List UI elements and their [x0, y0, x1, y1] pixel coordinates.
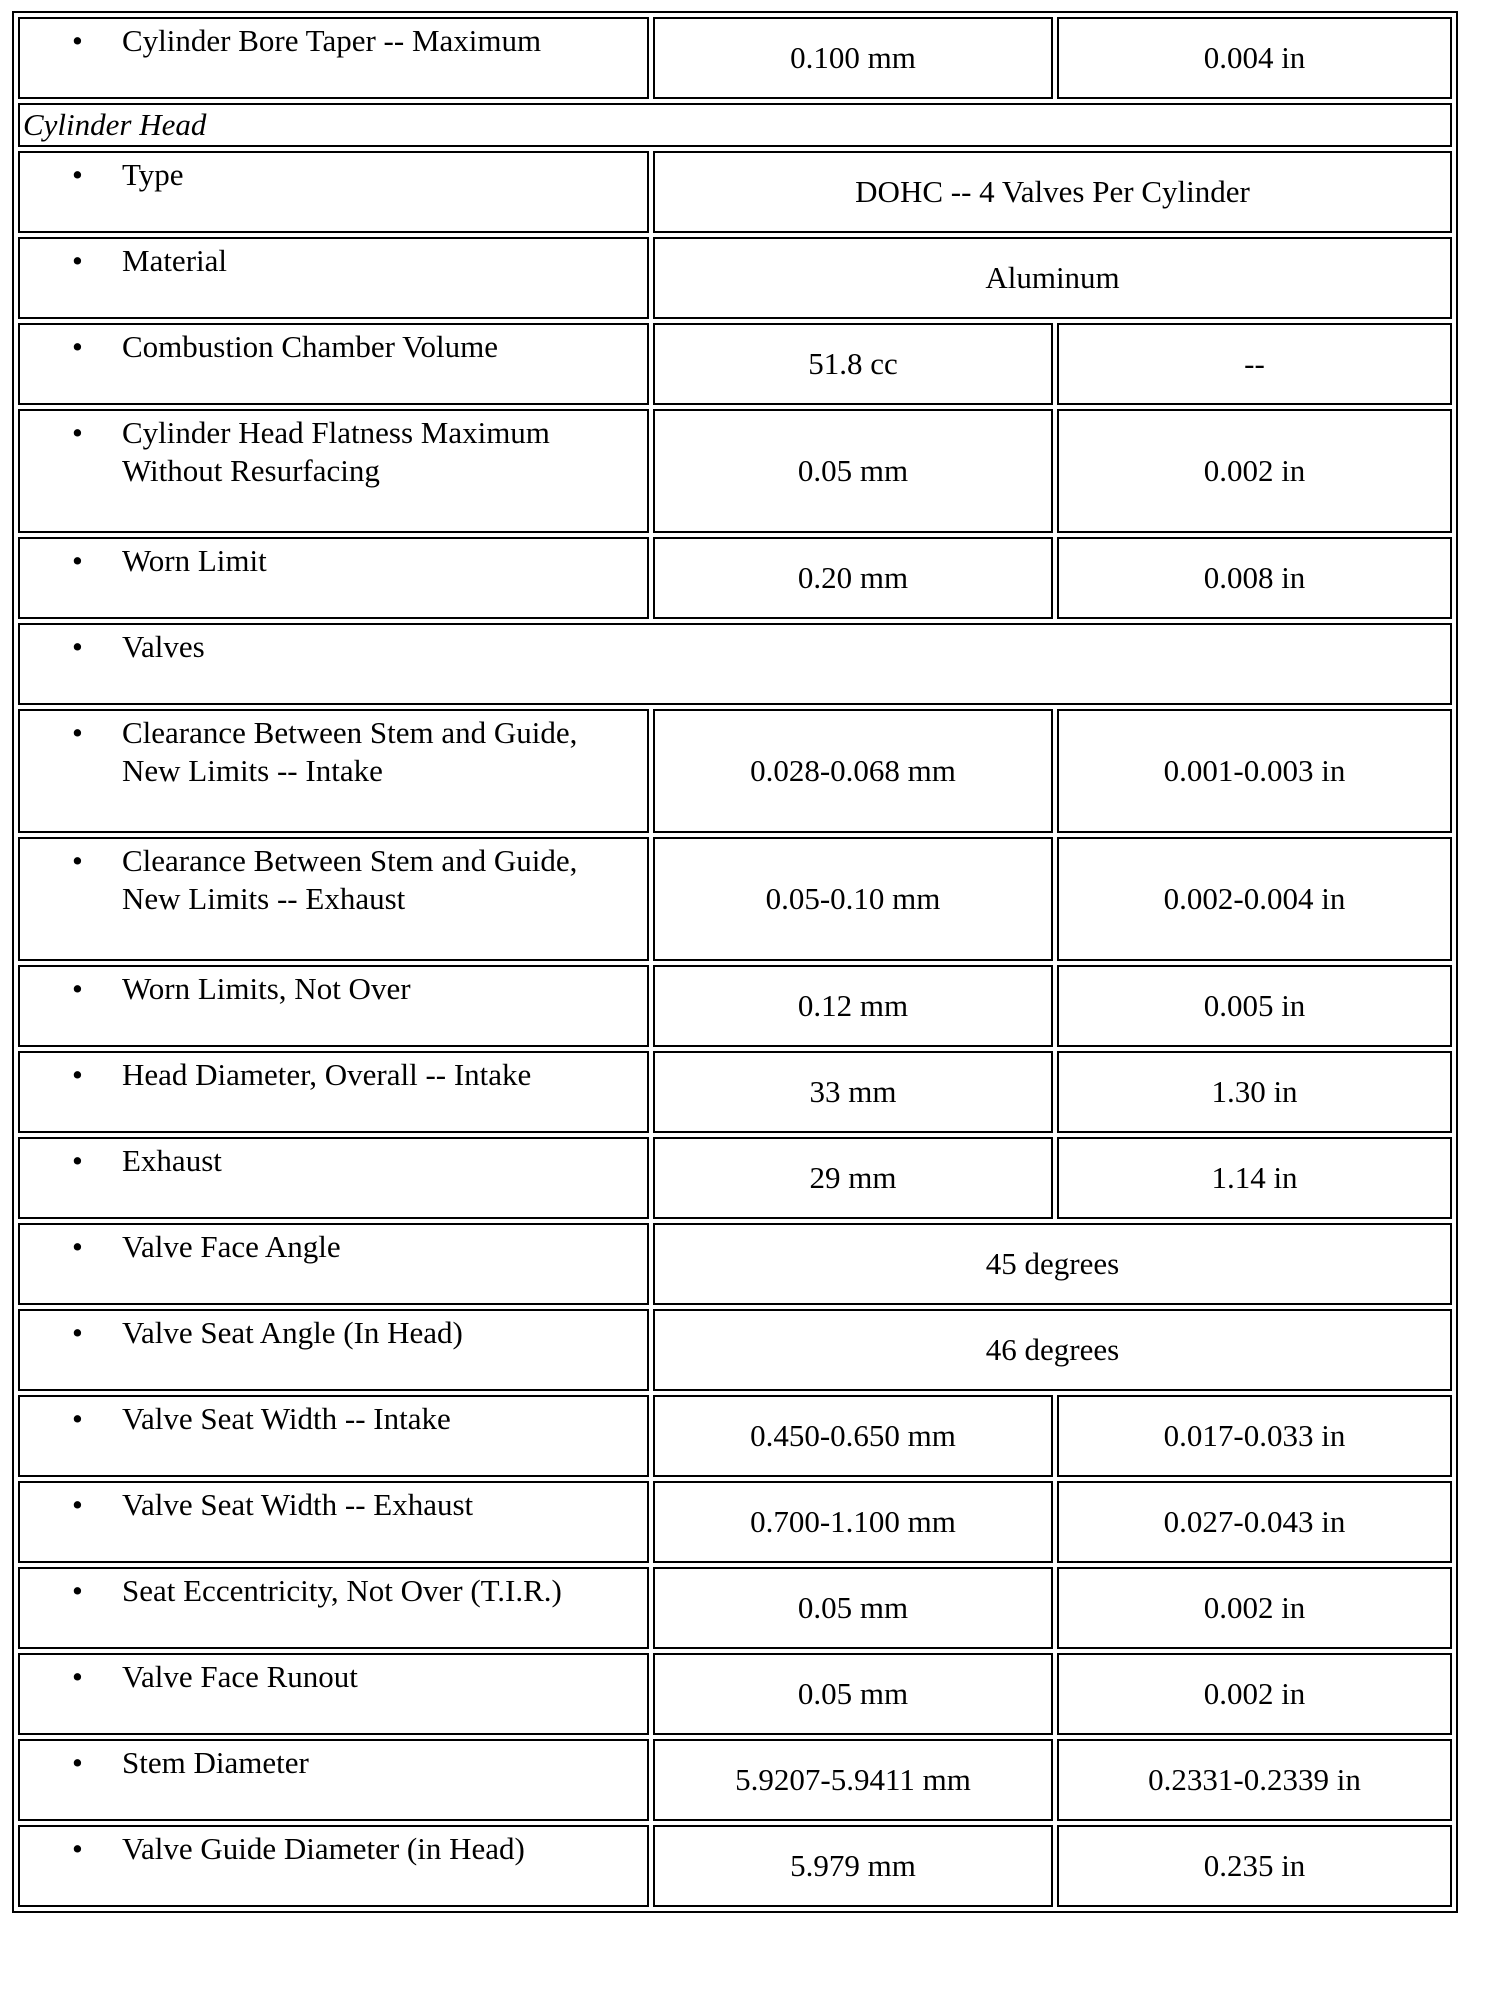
spec-row [18, 1739, 1452, 1821]
spec-metric-value: 0.100 mm [653, 17, 1053, 99]
spec-row [18, 409, 1452, 533]
spec-metric-value: 5.9207-5.9411 mm [653, 1739, 1053, 1821]
spec-metric-value: 0.20 mm [653, 537, 1053, 619]
spec-value: Aluminum [653, 237, 1452, 319]
spec-row [18, 103, 1452, 147]
spec-label-cell [18, 537, 649, 619]
spec-label: Head Diameter, Overall -- Intake [122, 1057, 532, 1092]
spec-label: Combustion Chamber Volume [122, 329, 499, 364]
spec-label: Valve Seat Angle (In Head) [122, 1315, 463, 1350]
spec-label: Cylinder Head Flatness Maximum Without Resurfacing [122, 415, 550, 488]
bullet-icon: • [72, 715, 83, 750]
spec-label: Seat Eccentricity, Not Over (T.I.R.) [122, 1573, 562, 1608]
spec-row [18, 1481, 1452, 1563]
spec-metric-value: 33 mm [653, 1051, 1053, 1133]
spec-row [18, 965, 1452, 1047]
bullet-icon: • [72, 629, 83, 664]
spec-english-value: 0.002 in [1057, 1567, 1452, 1649]
spec-metric-value: 0.05 mm [653, 1567, 1053, 1649]
bullet-icon: • [72, 329, 83, 364]
spec-row [18, 1051, 1452, 1133]
spec-metric-value: 5.979 mm [653, 1825, 1053, 1907]
bullet-icon: • [72, 1573, 83, 1608]
spec-value: 45 degrees [653, 1223, 1452, 1305]
spec-label: Worn Limit [122, 543, 267, 578]
spec-english-value: 0.027-0.043 in [1057, 1481, 1452, 1563]
spec-label: Cylinder Bore Taper -- Maximum [122, 23, 542, 58]
spec-english-value: 0.2331-0.2339 in [1057, 1739, 1452, 1821]
bullet-icon: • [72, 1659, 83, 1694]
spec-label-cell [18, 1567, 649, 1649]
spec-english-value: 0.005 in [1057, 965, 1452, 1047]
spec-english-value: 0.002-0.004 in [1057, 837, 1452, 961]
spec-value: DOHC -- 4 Valves Per Cylinder [653, 151, 1452, 233]
spec-label: Worn Limits, Not Over [122, 971, 411, 1006]
spec-row [18, 1137, 1452, 1219]
spec-row [18, 623, 1452, 705]
spec-label: Valve Seat Width -- Intake [122, 1401, 451, 1436]
spec-row [18, 1223, 1452, 1305]
spec-label-cell [18, 17, 649, 99]
bullet-icon: • [72, 1487, 83, 1522]
spec-label: Valve Face Angle [122, 1229, 341, 1264]
spec-metric-value: 0.05 mm [653, 409, 1053, 533]
spec-english-value: 0.017-0.033 in [1057, 1395, 1452, 1477]
spec-metric-value: 0.700-1.100 mm [653, 1481, 1053, 1563]
bullet-icon: • [72, 1831, 83, 1866]
spec-label: Valve Guide Diameter (in Head) [122, 1831, 525, 1866]
spec-english-value: 0.001-0.003 in [1057, 709, 1452, 833]
spec-label-cell [18, 323, 649, 405]
spec-metric-value: 0.12 mm [653, 965, 1053, 1047]
spec-english-value: 0.008 in [1057, 537, 1452, 619]
spec-value: 46 degrees [653, 1309, 1452, 1391]
spec-metric-value: 29 mm [653, 1137, 1053, 1219]
spec-row [18, 1309, 1452, 1391]
spec-row [18, 323, 1452, 405]
spec-label-cell [18, 1223, 649, 1305]
spec-label-cell [18, 1481, 649, 1563]
spec-english-value: 0.002 in [1057, 409, 1452, 533]
spec-row [18, 709, 1452, 833]
spec-english-value: 0.235 in [1057, 1825, 1452, 1907]
spec-label-cell [18, 1137, 649, 1219]
spec-row [18, 1567, 1452, 1649]
spec-metric-value: 0.05-0.10 mm [653, 837, 1053, 961]
spec-english-value: -- [1057, 323, 1452, 405]
bullet-icon: • [72, 1229, 83, 1264]
bullet-icon: • [72, 157, 83, 192]
bullet-icon: • [72, 415, 83, 450]
bullet-icon: • [72, 1745, 83, 1780]
bullet-icon: • [72, 843, 83, 878]
spec-label-cell [18, 1051, 649, 1133]
spec-label: Stem Diameter [122, 1745, 309, 1780]
spec-label-cell [18, 1309, 649, 1391]
bullet-icon: • [72, 543, 83, 578]
spec-label: Valve Seat Width -- Exhaust [122, 1487, 474, 1522]
bullet-icon: • [72, 1315, 83, 1350]
spec-label: Valve Face Runout [122, 1659, 358, 1694]
spec-label-cell [18, 1739, 649, 1821]
spec-metric-value: 51.8 cc [653, 323, 1053, 405]
spec-table [12, 11, 1458, 1913]
spec-metric-value: 0.05 mm [653, 1653, 1053, 1735]
spec-label-cell [18, 237, 649, 319]
spec-label-cell [18, 709, 649, 833]
spec-row [18, 1395, 1452, 1477]
spec-metric-value: 0.450-0.650 mm [653, 1395, 1053, 1477]
spec-english-value: 0.004 in [1057, 17, 1452, 99]
section-heading: Cylinder Head [18, 103, 1452, 147]
spec-english-value: 0.002 in [1057, 1653, 1452, 1735]
bullet-icon: • [72, 243, 83, 278]
spec-label: Clearance Between Stem and Guide, New Limits -- Exhaust [122, 843, 578, 916]
spec-metric-value: 0.028-0.068 mm [653, 709, 1053, 833]
spec-label-cell [18, 151, 649, 233]
spec-label-cell [18, 1825, 649, 1907]
spec-label: Valves [122, 629, 205, 664]
spec-row [18, 1653, 1452, 1735]
spec-row [18, 237, 1452, 319]
spec-row [18, 17, 1452, 99]
spec-label: Type [122, 157, 184, 192]
bullet-icon: • [72, 1057, 83, 1092]
spec-english-value: 1.30 in [1057, 1051, 1452, 1133]
spec-label: Clearance Between Stem and Guide, New Limits -- Intake [122, 715, 578, 788]
bullet-icon: • [72, 971, 83, 1006]
spec-row [18, 1825, 1452, 1907]
spec-label: Material [122, 243, 228, 278]
spec-row [18, 537, 1452, 619]
spec-row [18, 837, 1452, 961]
spec-label: Exhaust [122, 1143, 222, 1178]
bullet-icon: • [72, 1401, 83, 1436]
bullet-icon: • [72, 1143, 83, 1178]
spec-english-value: 1.14 in [1057, 1137, 1452, 1219]
spec-label-cell [18, 623, 1452, 705]
spec-label-cell [18, 409, 649, 533]
spec-label-cell [18, 965, 649, 1047]
bullet-icon: • [72, 23, 83, 58]
spec-row [18, 151, 1452, 233]
spec-label-cell [18, 837, 649, 961]
spec-label-cell [18, 1395, 649, 1477]
spec-table-body [18, 17, 1452, 1907]
spec-label-cell [18, 1653, 649, 1735]
